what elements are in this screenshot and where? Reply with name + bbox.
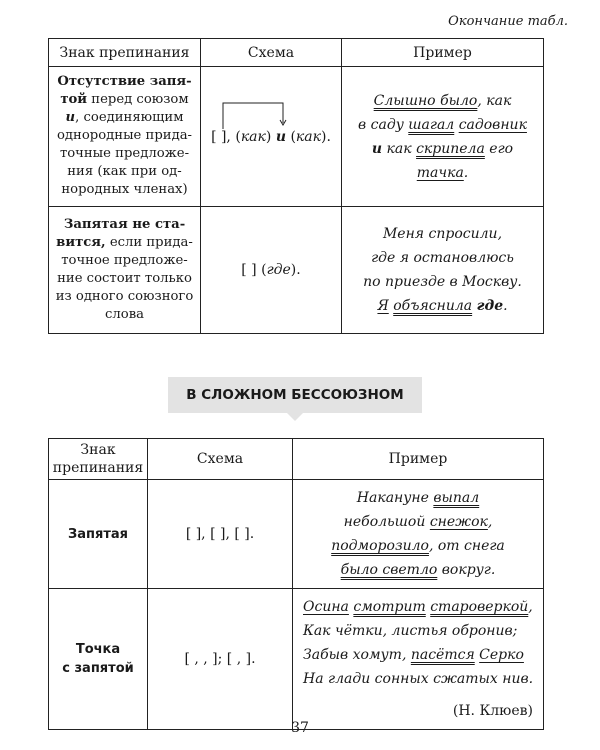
example-union: и <box>371 140 383 157</box>
sign-text: с запятой <box>62 661 134 676</box>
schema-part: и <box>275 128 286 145</box>
example-predicate: пасётся <box>410 647 475 663</box>
sign-text: Точка <box>75 642 121 657</box>
schema-part: где <box>266 262 291 278</box>
example-subject: тачка <box>416 164 464 181</box>
sign-text: слова <box>105 306 144 322</box>
punctuation-table-asyndetic <box>48 438 544 730</box>
table-row <box>49 207 544 334</box>
example-predicate: скрипела <box>416 140 485 157</box>
table-header-row <box>49 439 544 480</box>
schema-part: как <box>240 128 266 145</box>
sign-text: перед союзом <box>87 92 189 107</box>
example-predicate: объяснила <box>393 298 473 314</box>
header-example: Пример <box>342 39 544 67</box>
example-text: , <box>528 599 533 615</box>
example-predicate: выпал <box>433 490 480 506</box>
sign-cell: Запятая <box>49 480 148 589</box>
example-predicate: было светло <box>340 562 438 578</box>
continuation-label: Окончание табл. <box>448 14 568 29</box>
schema-part: как <box>295 128 321 145</box>
example-text: по приезде в Москву. <box>363 274 522 290</box>
sign-cell <box>49 589 148 730</box>
section-heading: В СЛОЖНОМ БЕССОЮЗНОМ <box>168 377 422 413</box>
page-number: 37 <box>291 720 309 736</box>
example-cell <box>342 207 544 334</box>
example-text: Накануне <box>356 490 434 506</box>
header-text: препинания <box>52 460 144 476</box>
example-text: . <box>463 164 469 181</box>
sign-text: если прида- <box>105 234 193 250</box>
example-text: Меня спросили, <box>382 226 503 242</box>
table-row <box>49 67 544 207</box>
sign-rule-bold: Запятая не ста- <box>63 216 186 232</box>
table-row <box>49 589 544 730</box>
sign-text: нородных членах) <box>61 182 188 197</box>
example-subject: Я <box>377 298 389 314</box>
example-subject: Осина <box>303 599 349 615</box>
example-text: . <box>503 298 508 314</box>
sign-cell <box>49 207 201 334</box>
example-text: На глади сонных сжатых нив. <box>303 671 534 687</box>
example-subject: снежок <box>429 514 488 530</box>
poem <box>299 595 537 691</box>
example-text: Как чётки, листья обронив; <box>303 623 518 639</box>
example-predicate: подморозило <box>331 538 429 554</box>
schema-part: [ ], ( <box>211 128 241 145</box>
schema-part: [ ] ( <box>241 262 267 278</box>
example-text: вокруг. <box>437 562 496 578</box>
example-predicate: смотрит <box>353 599 426 615</box>
sign-text: ния (как при од- <box>67 164 182 179</box>
header-example: Пример <box>293 439 544 480</box>
header-sign: Знак препинания <box>49 39 201 67</box>
example-text: , <box>487 514 493 530</box>
sign-text: однородные прида- <box>56 128 193 143</box>
sign-text: точное предложе- <box>61 252 188 268</box>
heading-pointer-icon <box>287 413 303 421</box>
table-row <box>49 480 544 589</box>
sign-union: и <box>65 110 76 125</box>
example-predicate: староверкой <box>430 599 529 615</box>
sign-text: из одного союзного <box>55 288 194 304</box>
example-subject: Серко <box>479 647 524 663</box>
example-text: где я остановлюсь <box>371 250 514 266</box>
punctuation-table-complex <box>48 38 544 334</box>
example-text: , от снега <box>428 538 505 554</box>
sign-text: ние состоит только <box>57 270 192 286</box>
poem-author: (Н. Клюев) <box>452 703 533 719</box>
subordination-arrow-icon <box>211 99 291 129</box>
example-text: , как <box>477 92 512 109</box>
schema-part: ( <box>286 128 296 145</box>
schema-part: ). <box>321 128 331 145</box>
example-cell <box>293 480 544 589</box>
example-text: как <box>382 140 417 157</box>
header-schema: Схема <box>148 439 293 480</box>
header-text: Знак <box>80 442 116 458</box>
schema-cell: [ , , ]; [ , ]. <box>148 589 293 730</box>
example-text: небольшой <box>343 514 430 530</box>
sign-text: точные предложе- <box>59 146 190 161</box>
sign-text: , соединяющим <box>75 110 184 125</box>
header-sign <box>49 439 148 480</box>
example-predicate: Слышно было <box>373 92 478 109</box>
example-text: его <box>484 140 514 157</box>
sign-cell <box>49 67 201 207</box>
schema-part: ). <box>290 262 301 278</box>
example-union-word: где <box>476 298 504 314</box>
header-schema: Схема <box>201 39 342 67</box>
schema-cell: [ ], [ ], [ ]. <box>148 480 293 589</box>
table-header-row <box>49 39 544 67</box>
example-text: Забыв хомут, <box>303 647 411 663</box>
example-predicate: шагал <box>408 116 455 133</box>
example-text: в саду <box>358 116 409 133</box>
sign-rule-bold: Отсутствие запя- <box>57 74 192 89</box>
example-cell <box>293 589 544 730</box>
example-cell <box>342 67 544 207</box>
sign-rule-bold: вится, <box>56 234 106 250</box>
example-subject: садовник <box>458 116 527 133</box>
schema-formula <box>211 129 331 145</box>
schema-cell <box>201 207 342 334</box>
schema-part: ) <box>265 128 276 145</box>
schema-cell <box>201 67 342 207</box>
sign-rule-bold: той <box>60 92 88 107</box>
